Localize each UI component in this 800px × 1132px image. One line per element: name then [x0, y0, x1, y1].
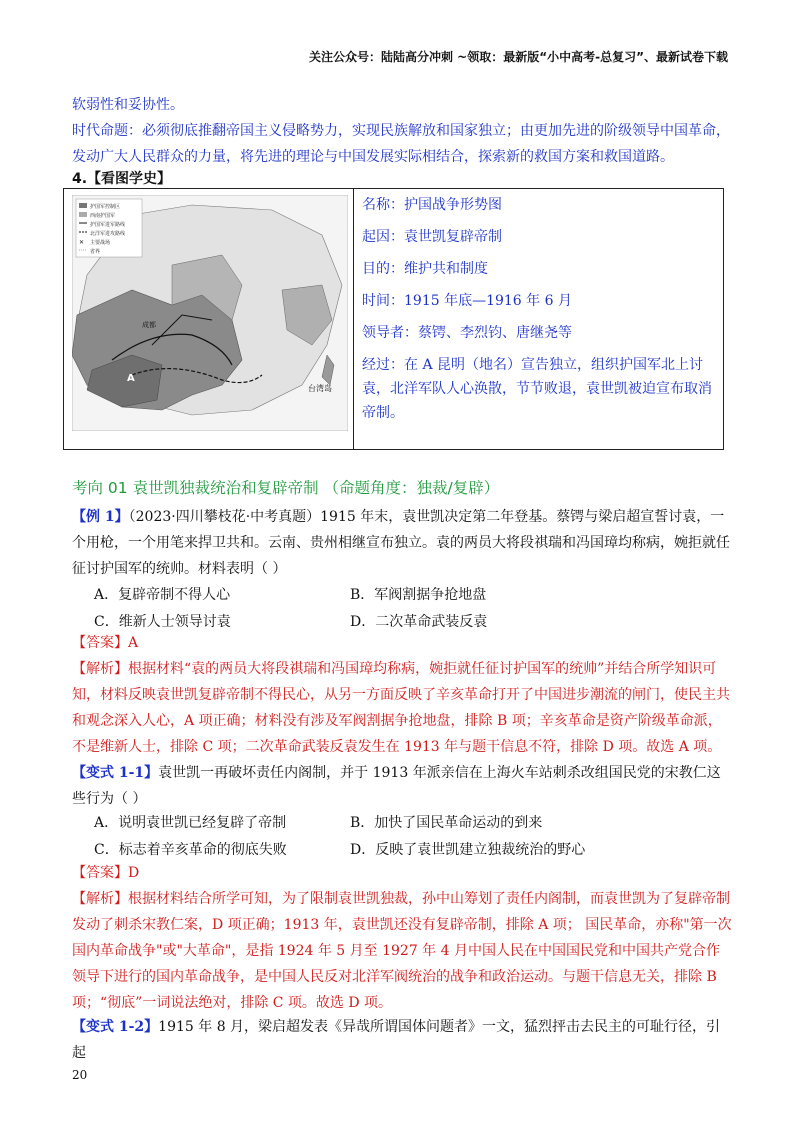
variant1-option-c: C．标志着辛亥革命的彻底失败	[94, 842, 287, 858]
variant1-stem	[72, 760, 732, 812]
example1-stem	[72, 504, 732, 582]
map-label-chengdu: 成都	[142, 321, 156, 329]
map-leaders: 领导者：蔡锷、李烈钧、唐继尧等	[362, 325, 572, 341]
legend-item-1: 西南护国军	[90, 213, 116, 219]
intro-line: 软弱性和妥协性。	[72, 97, 184, 113]
variant2-stem	[72, 1014, 732, 1066]
example1-option-c: C．维新人士领导讨袁	[94, 614, 231, 630]
variant1-option-b: B．加快了国民革命运动的到来	[350, 815, 543, 831]
table-divider	[353, 189, 354, 449]
map-label-taiwan: 台湾岛	[308, 384, 332, 393]
example1-analysis: 【解析】根据材料“袁的两员大将段祺瑞和冯国璋均称病，婉拒就任征讨护国军的统帅”并结合所学知识可知，材料反映袁世凯复辟帝制不得民心，从另一方面反映了辛亥革命打开了中国进步潮流的闸门，使民主共和观念深入人心，A 项正确；材料没有涉及军阀割据争抢地盘，排除 B 项；辛亥革命是资产阶级革命派，不是维新人士，排除 C 项；二次革命武装反袁发生在 1913 年与题干信息不符，排除 D 项。故选 A 项。	[72, 661, 730, 755]
variant1-option-a: A．说明袁世凯已经复辟了帝制	[94, 815, 287, 831]
legend-item-2: 护国军进军路线	[90, 222, 126, 228]
section-title: 4.【看图学史】	[72, 171, 172, 187]
variant2-text: 1915 年 8 月，梁启超发表《异哉所谓国体问题者》一文，猛烈抨击去民主的可耻行径，引起	[72, 1019, 721, 1061]
map-cause: 起因：袁世凯复辟帝制	[362, 229, 502, 245]
legend-item-3: 北洋军进攻路线	[90, 231, 126, 237]
map-label-a: A	[127, 373, 135, 384]
svg-text:✕: ✕	[79, 239, 85, 246]
map-time: 时间：1915 年底—1916 年 6 月	[362, 293, 572, 309]
variant2-tag: 【变式 1-2】	[72, 1019, 159, 1035]
page-header: 关注公众号：陆陆高分冲刺 ~领取：最新版“小中高考-总复习”、最新试卷下载	[309, 50, 728, 64]
variant1-option-d: D．反映了袁世凯建立独裁统治的野心	[350, 842, 586, 858]
variant1-analysis: 【解析】根据材料结合所学可知，为了限制袁世凯独裁，孙中山筹划了责任内阁制，而袁世凯为了复辟帝制发动了刺杀宋教仁案，D 项正确；1913 年，袁世凯还没有复辟帝制，排除 A 项； 国民革命，亦称"第一次国内革命战争"或"大革命"，是指 1924 年 5 月至 1927 年 4 月中国人民在中国国民党和中国共产党合作领导下进行的国内革命战争，是中国人民反对北洋军阀统治的战争和政治运动。与题干信息无关，排除 B 项；“彻底”一词说法绝对，排除 C 项。故选 D 项。	[72, 891, 732, 1011]
war-map	[72, 195, 348, 431]
map-name: 名称：护国战争形势图	[362, 197, 502, 213]
variant1-tag: 【变式 1-1】	[72, 765, 159, 781]
map-process: 经过：在 A 昆明（地名）宣告独立，组织护国军北上讨袁，北洋军队人心涣散，节节败退，袁世凯被迫宣布取消帝制。	[362, 357, 712, 421]
page-number: 20	[72, 1068, 88, 1082]
example1-tag: 【例 1】	[72, 509, 129, 525]
topic-heading: 考向 01 袁世凯独裁统治和复辟帝制 （命题角度：独裁/复辟）	[72, 479, 500, 497]
variant1-answer: 【答案】D	[72, 865, 140, 881]
example1-text: （2023·四川攀枝花·中考真题）1915 年末，袁世凯决定第二年登基。蔡锷与梁启超宣誓讨袁，一个用枪，一个用笔来捍卫共和。云南、贵州相继宣布独立。袁的两员大将段祺瑞和冯国璋均称病，婉拒就任征讨护国军的统帅。材料表明（ ）	[72, 509, 730, 577]
legend-item-5: 省界	[90, 249, 101, 255]
example1-option-a: A．复辟帝制不得人心	[94, 587, 231, 603]
example1-option-b: B．军阀割据争抢地盘	[350, 587, 487, 603]
variant1-text: 袁世凯一再破坏责任内阁制，并于 1913 年派亲信在上海火车站刺杀改组国民党的宋教仁这些行为（ ）	[72, 765, 721, 807]
legend-item-0: 护国军控制区	[90, 204, 121, 210]
legend-item-4: 主要战场	[90, 240, 111, 246]
era-theme: 时代命题：必须彻底推翻帝国主义侵略势力，实现民族解放和国家独立；由更加先进的阶级领导中国革命，发动广大人民群众的力量，将先进的理论与中国发展实际相结合，探索新的救国方案和救国道路。	[72, 123, 730, 165]
map-purpose: 目的：维护共和制度	[362, 261, 488, 277]
map-table	[63, 188, 724, 450]
example1-option-d: D．二次革命武装反袁	[350, 614, 488, 630]
war-map-image	[72, 195, 348, 431]
map-info	[362, 193, 712, 433]
example1-answer: 【答案】A	[72, 635, 139, 651]
